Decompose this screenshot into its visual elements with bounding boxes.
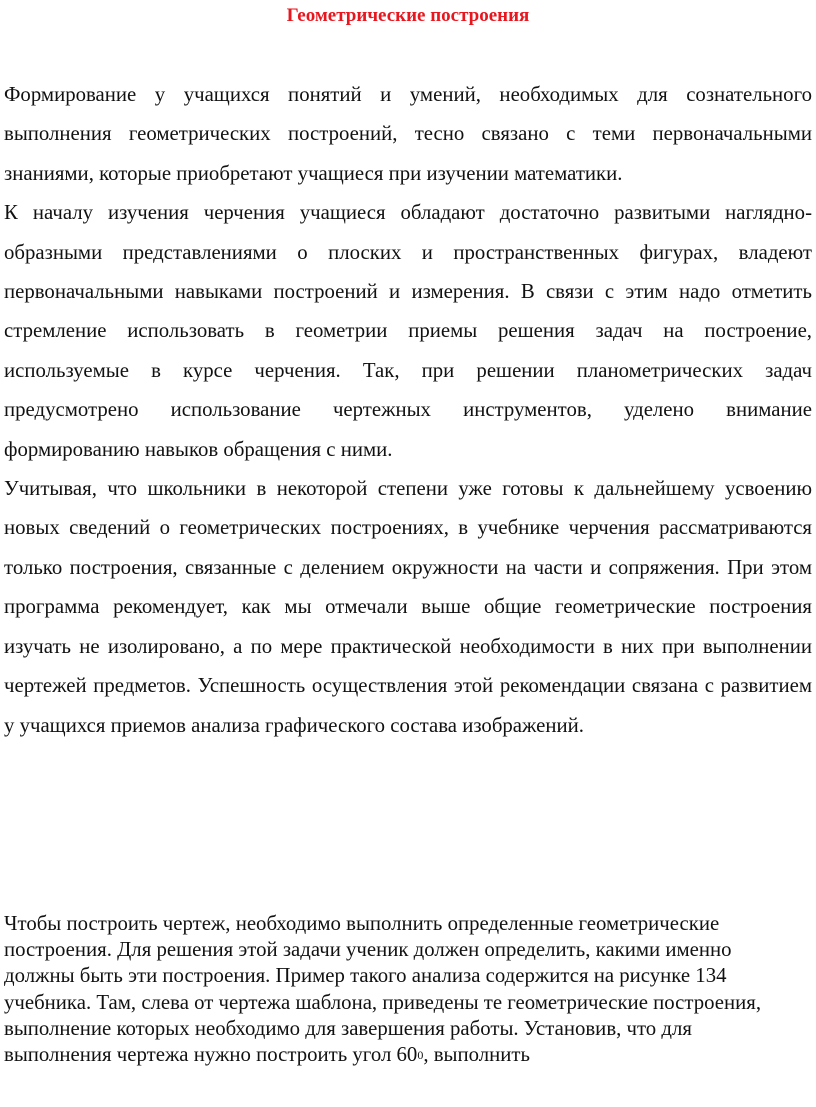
document-body xyxy=(4,75,812,745)
paragraph-3: Учитывая, что школьники в некоторой степени уже готовы к дальнейшему усвоению новых сведений о геометрических построениях, в учебнике черчения рассматриваются только построения, связанные с делением окружности на части и сопряжения. При этом программа рекомендует, как мы отмечали выше общие геометрические построения изучать не изолировано, а по мере практической необходимости в них при выполнении чертежей предметов. Успешность осуществления этой рекомендации связана с развитием у учащихся приемов анализа графического состава изображений. xyxy=(4,477,812,737)
paragraph-4 xyxy=(4,911,804,1068)
degree-mark: 0 xyxy=(417,1048,424,1063)
paragraph-4-text: Чтобы построить чертеж, необходимо выполнить определенные геометрические построения. Для решения этой задачи ученик должен определить, какими именно должны быть эти построения. Пример такого анализа содержится на рисунке 134 учебника. Там, слева от чертежа шаблона, приведены те геометрические построения, выполнение которых необходимо для завершения работы. Установив, что для выполнения чертежа нужно построить угол 60 xyxy=(4,912,762,1067)
document-last-paragraph xyxy=(4,911,804,1068)
document-title: Геометрические построения xyxy=(286,5,530,26)
paragraph-1: Формирование у учащихся понятий и умений, необходимых для сознательного выполнения геометрических построений, тесно связано с теми первоначальными знаниями, которые приобретают учащиеся при изучении математики. xyxy=(4,83,812,185)
paragraph-4-tail: , выполнить xyxy=(423,1043,530,1067)
paragraph-2: К началу изучения черчения учащиеся обладают достаточно развитыми наглядно-образными представлениями о плоских и пространственных фигурах, владеют первоначальными навыками построений и измерения. В связи с этим надо отметить стремление использовать в геометрии приемы решения задач на построение, используемые в курсе черчения. Так, при решении планометрических задач предусмотрено использование чертежных инструментов, уделено внимание формированию навыков обращения с ними. xyxy=(4,201,812,461)
